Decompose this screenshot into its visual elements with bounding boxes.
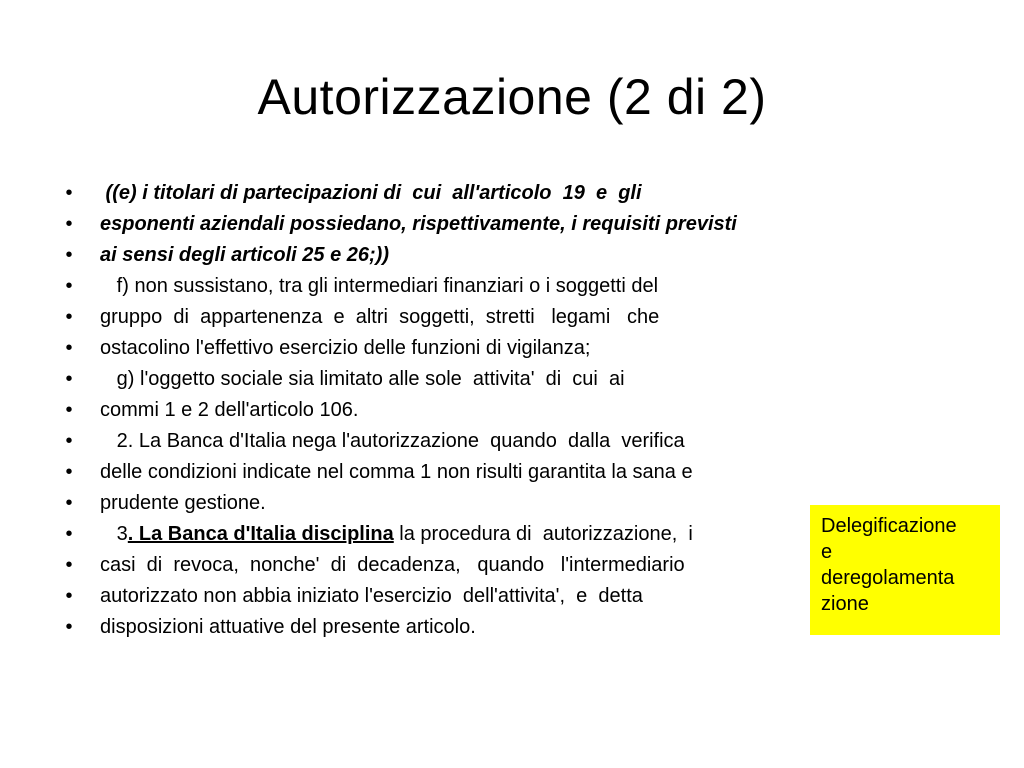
bullet-text: g) l'oggetto sociale sia limitato alle sole attivita' di cui ai (100, 368, 625, 390)
bullet-icon: • (65, 368, 73, 390)
bullet-icon: • (65, 523, 73, 545)
bullet-icon: • (65, 585, 73, 607)
bullet-text: prudente gestione. (100, 492, 266, 514)
list-item (62, 240, 807, 271)
bullet-icon: • (65, 399, 73, 421)
bullet-text: gruppo di appartenenza e altri soggetti, stretti legami che (100, 306, 660, 328)
bullet-icon: • (65, 306, 73, 328)
bullet-text: commi 1 e 2 dell'articolo 106. (100, 399, 359, 421)
bullet-text: disposizioni attuative del presente articolo. (100, 616, 476, 638)
list-item (62, 271, 807, 302)
callout-box (810, 505, 1000, 635)
bullet-text: ai sensi degli articoli 25 e 26;)) (100, 244, 390, 266)
list-item (62, 302, 807, 333)
bullet-text: f) non sussistano, tra gli intermediari finanziari o i soggetti del (100, 275, 659, 297)
bullet-icon: • (65, 244, 73, 266)
bullet-text: autorizzato non abbia iniziato l'esercizio dell'attivita', e detta (100, 585, 643, 607)
list-item (62, 612, 807, 643)
bullet-text: delle condizioni indicate nel comma 1 non risulti garantita la sana e (100, 461, 693, 483)
callout-line: zione (821, 593, 869, 615)
bullet-icon: • (65, 554, 73, 576)
bullet-icon: • (65, 461, 73, 483)
bullet-icon: • (65, 213, 73, 235)
list-item (62, 426, 807, 457)
list-item (62, 519, 807, 550)
list-item (62, 364, 807, 395)
bullet-icon: • (65, 275, 73, 297)
bullet-icon: • (65, 492, 73, 514)
bullet-text: casi di revoca, nonche' di decadenza, quando l'intermediario (100, 554, 685, 576)
bullet-text: 2. La Banca d'Italia nega l'autorizzazione quando dalla verifica (100, 430, 685, 452)
bullet-list (62, 178, 807, 643)
bullet-prefix: 3 (100, 523, 128, 545)
callout-line: Delegificazione (821, 515, 957, 537)
slide-title: Autorizzazione (2 di 2) (257, 69, 767, 125)
bullet-icon: • (65, 430, 73, 452)
list-item (62, 333, 807, 364)
list-item (62, 178, 807, 209)
bullet-text (100, 519, 693, 550)
bullet-icon: • (65, 182, 73, 204)
bullet-icon: • (65, 616, 73, 638)
bullet-rest: la procedura di autorizzazione, i (393, 523, 693, 545)
bullet-icon: • (65, 337, 73, 359)
bullet-text: ostacolino l'effettivo esercizio delle funzioni di vigilanza; (100, 337, 591, 359)
list-item (62, 581, 807, 612)
list-item (62, 457, 807, 488)
emphasis-text: . La Banca d'Italia disciplina (127, 523, 394, 545)
callout-line: e (821, 541, 833, 563)
list-item (62, 209, 807, 240)
list-item (62, 550, 807, 581)
callout-line: deregolamenta (821, 567, 955, 589)
list-item (62, 395, 807, 426)
list-item (62, 488, 807, 519)
bullet-text: esponenti aziendali possiedano, rispettivamente, i requisiti previsti (100, 213, 737, 235)
bullet-text: ((e) i titolari di partecipazioni di cui all'articolo 19 e gli (100, 182, 642, 204)
